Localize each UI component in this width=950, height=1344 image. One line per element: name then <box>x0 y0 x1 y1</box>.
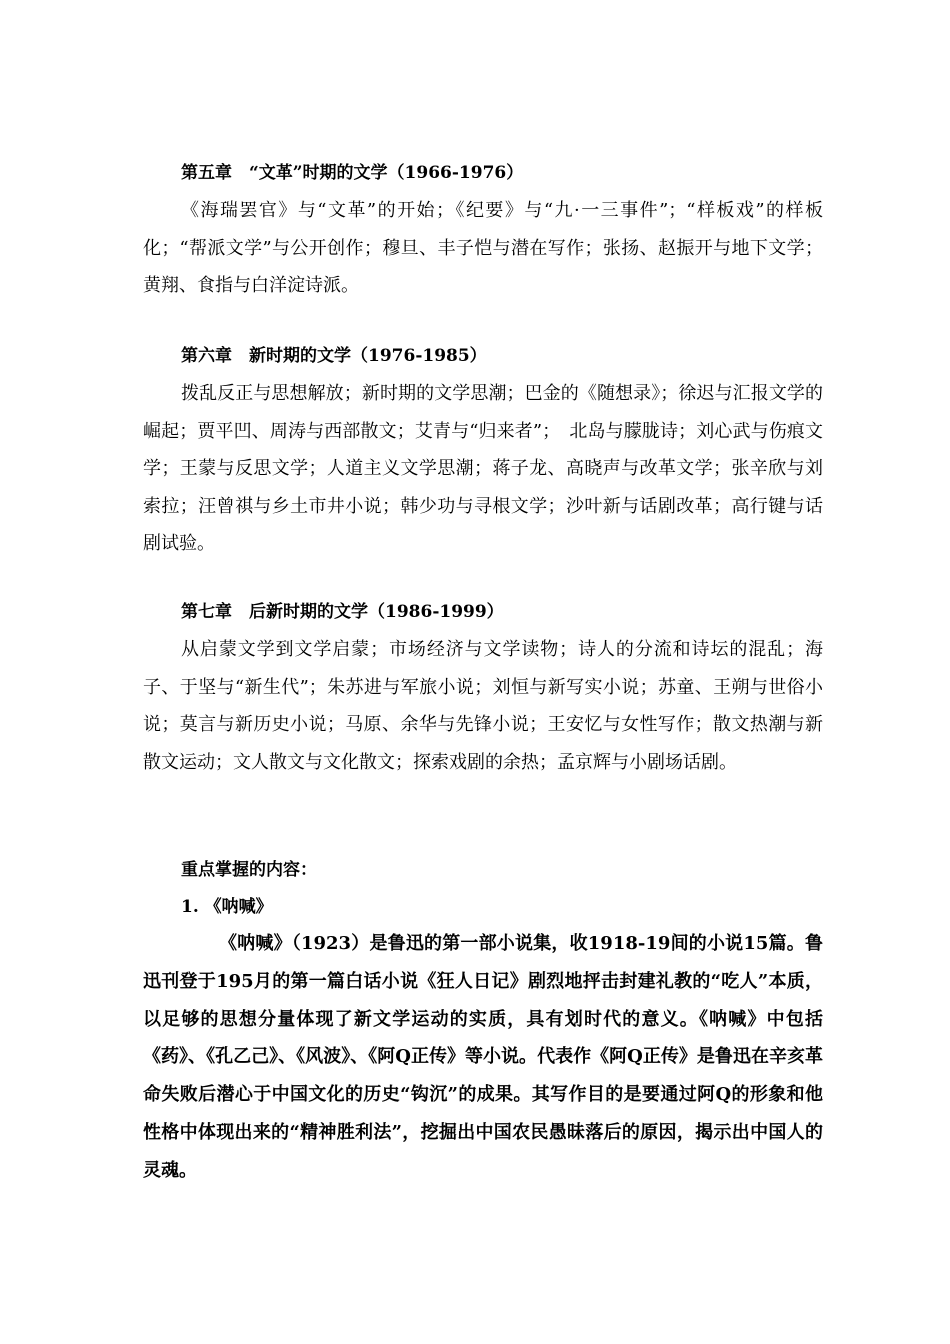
focus-section <box>143 852 823 1190</box>
focus-item-title: 1. 《呐喊》 <box>181 897 273 917</box>
chapter-7-section <box>143 594 823 781</box>
chapter-5-section <box>143 155 823 305</box>
chapter-7-body: 从启蒙文学到文学启蒙；市场经济与文学读物；诗人的分流和诗坛的混乱；海子、于坚与“新生代”；朱苏进与军旅小说；刘恒与新写实小说；苏童、王朔与世俗小说；莫言与新历史小说；马原、余华与先锋小说；王安忆与女性写作；散文热潮与新散文运动；文人散文与文化散文；探索戏剧的余热；孟京辉与小剧场话剧。 <box>143 639 823 773</box>
chapter-6-section <box>143 338 823 563</box>
chapter-6-heading: 第六章 新时期的文学（1976-1985） <box>181 346 487 366</box>
chapter-7-heading: 第七章 后新时期的文学（1986-1999） <box>181 602 504 622</box>
focus-item-body: 《呐喊》（1923）是鲁迅的第一部小说集，收1918-19间的小说15篇。鲁迅刊登于195月的第一篇白话小说《狂人日记》剧烈地抨击封建礼教的“吃人”本质，以足够的思想分量体现了新文学运动的实质，具有划时代的意义。《呐喊》中包括《药》、《孔乙己》、《风波》、《阿Q正传》等小说。代表作《阿Q正传》是鲁迅在辛亥革命失败后潜心于中国文化的历史“钩沉”的成果。其写作目的是要通过阿Q的形象和他性格中体现出来的“精神胜利法”，挖掘出中国农民愚昧落后的原因，揭示出中国人的灵魂。 <box>143 933 823 1181</box>
chapter-6-body: 拨乱反正与思想解放；新时期的文学思潮；巴金的《随想录》；徐迟与汇报文学的崛起；贾平凹、周涛与西部散文；艾青与“归来者”； 北岛与朦胧诗；刘心武与伤痕文学；王蒙与反思文学；人道主义文学思潮；蒋子龙、高晓声与改革文学；张辛欣与刘索拉；汪曾祺与乡土市井小说；韩少功与寻根文学；沙叶新与话剧改革；高行键与话剧试验。 <box>143 383 823 555</box>
focus-heading: 重点掌握的内容： <box>181 860 317 880</box>
chapter-5-body: 《海瑞罢官》与“文革”的开始；《纪要》与“九·一三事件”；“样板戏”的样板化；“帮派文学”与公开创作；穆旦、丰子恺与潜在写作；张扬、赵振开与地下文学；黄翔、食指与白洋淀诗派。 <box>143 200 823 297</box>
chapter-5-heading: 第五章 “文革”时期的文学（1966-1976） <box>181 163 524 183</box>
